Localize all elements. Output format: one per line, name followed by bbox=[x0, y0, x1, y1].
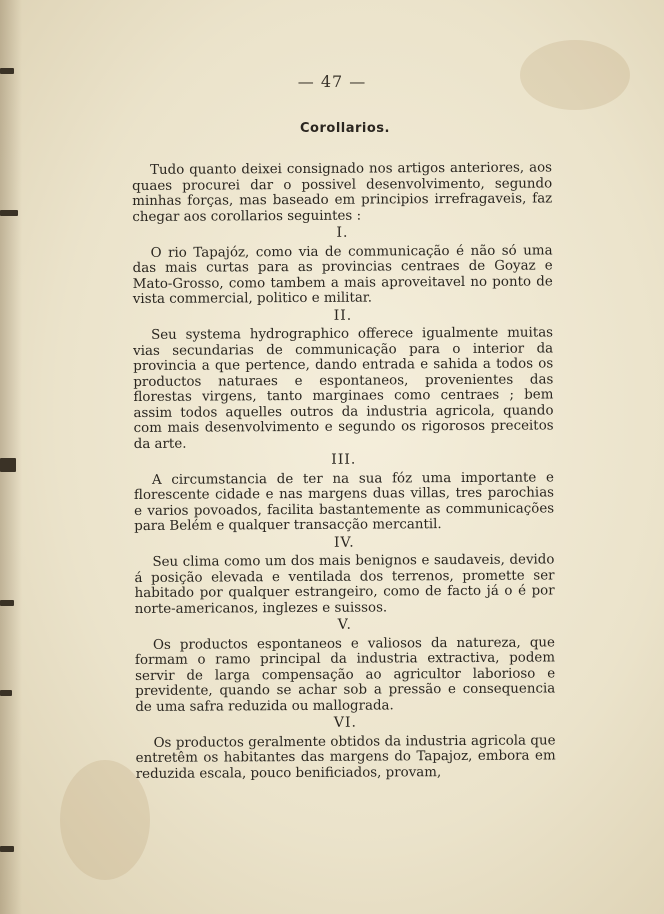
corollary-paragraph: A circumstancia de ter na sua fóz uma importante e florescente cidade e nas margens duas villas, tres parochias e varios povoados, facilita bastantemente as communicações para Belém e qualquer transacção mercantil. bbox=[133, 469, 555, 534]
page-number: — 47 — bbox=[297, 72, 367, 91]
binding-mark bbox=[0, 210, 18, 216]
corollary-paragraph: Os productos espontaneos e valiosos da natureza, que formam o ramo principal da industria extractiva, podem servir de larga compensação ao agricultor laborioso e previdente, quando se achar sob a pressão e consequencia de uma safra reduzida ou mallograda. bbox=[134, 634, 556, 715]
page-binding-edge bbox=[0, 0, 22, 914]
corollary-paragraph: Seu systema hydrographico offerece igualmente muitas vias secundarias de communicação para o interior da provincia a que pertence, dando entrada e sahida a todos os productos naturaes e espontaneos, provenientes das florestas virgens, tanto marginaes como centraes ; bem assim todos aquelles outros da industria agricola, quando com mais desenvolvimento e segundo os rigorosos preceitos da arte. bbox=[133, 325, 554, 452]
corollary-numeral: I. bbox=[336, 224, 349, 241]
binding-mark bbox=[0, 846, 14, 852]
binding-mark bbox=[0, 690, 12, 696]
page-body bbox=[132, 160, 556, 782]
intro-paragraph: Tudo quanto deixei consignado nos artigos anteriores, aos quaes procurei dar o possivel desenvolvimento, segundo minhas forças, mas baseado em principios irrefragaveis, faz chegar aos corollarios seguintes : bbox=[132, 160, 553, 225]
corollary-numeral: VI. bbox=[333, 714, 358, 731]
corollary-numeral: IV. bbox=[333, 534, 355, 551]
binding-mark bbox=[0, 458, 16, 472]
corollary-paragraph: O rio Tapajóz, como via de communicação é não só uma das mais curtas para as provincias centraes de Goyaz e Mato-Grosso, como tambem a mais aproveitavel no ponto de vista commercial, politico e militar. bbox=[132, 242, 553, 307]
binding-mark bbox=[0, 600, 14, 606]
section-heading: Corollarios. bbox=[300, 121, 390, 136]
corollary-paragraph: Os productos geralmente obtidos da industria agricola que entretêm os habitantes das margens do Tapajoz, embora em reduzida escala, pouco benificiados, provam, bbox=[135, 732, 556, 782]
corollary-numeral: III. bbox=[331, 451, 357, 468]
corollary-numeral: V. bbox=[337, 616, 352, 633]
corollary-numeral: II. bbox=[333, 307, 353, 324]
corollary-paragraph: Seu clima como um dos mais benignos e saudaveis, devido á posição elevada e ventilada dos terrenos, promette ser habitado por qualquer estrangeiro, como de facto já o é por norte-americanos, inglezes e suissos. bbox=[134, 552, 555, 617]
